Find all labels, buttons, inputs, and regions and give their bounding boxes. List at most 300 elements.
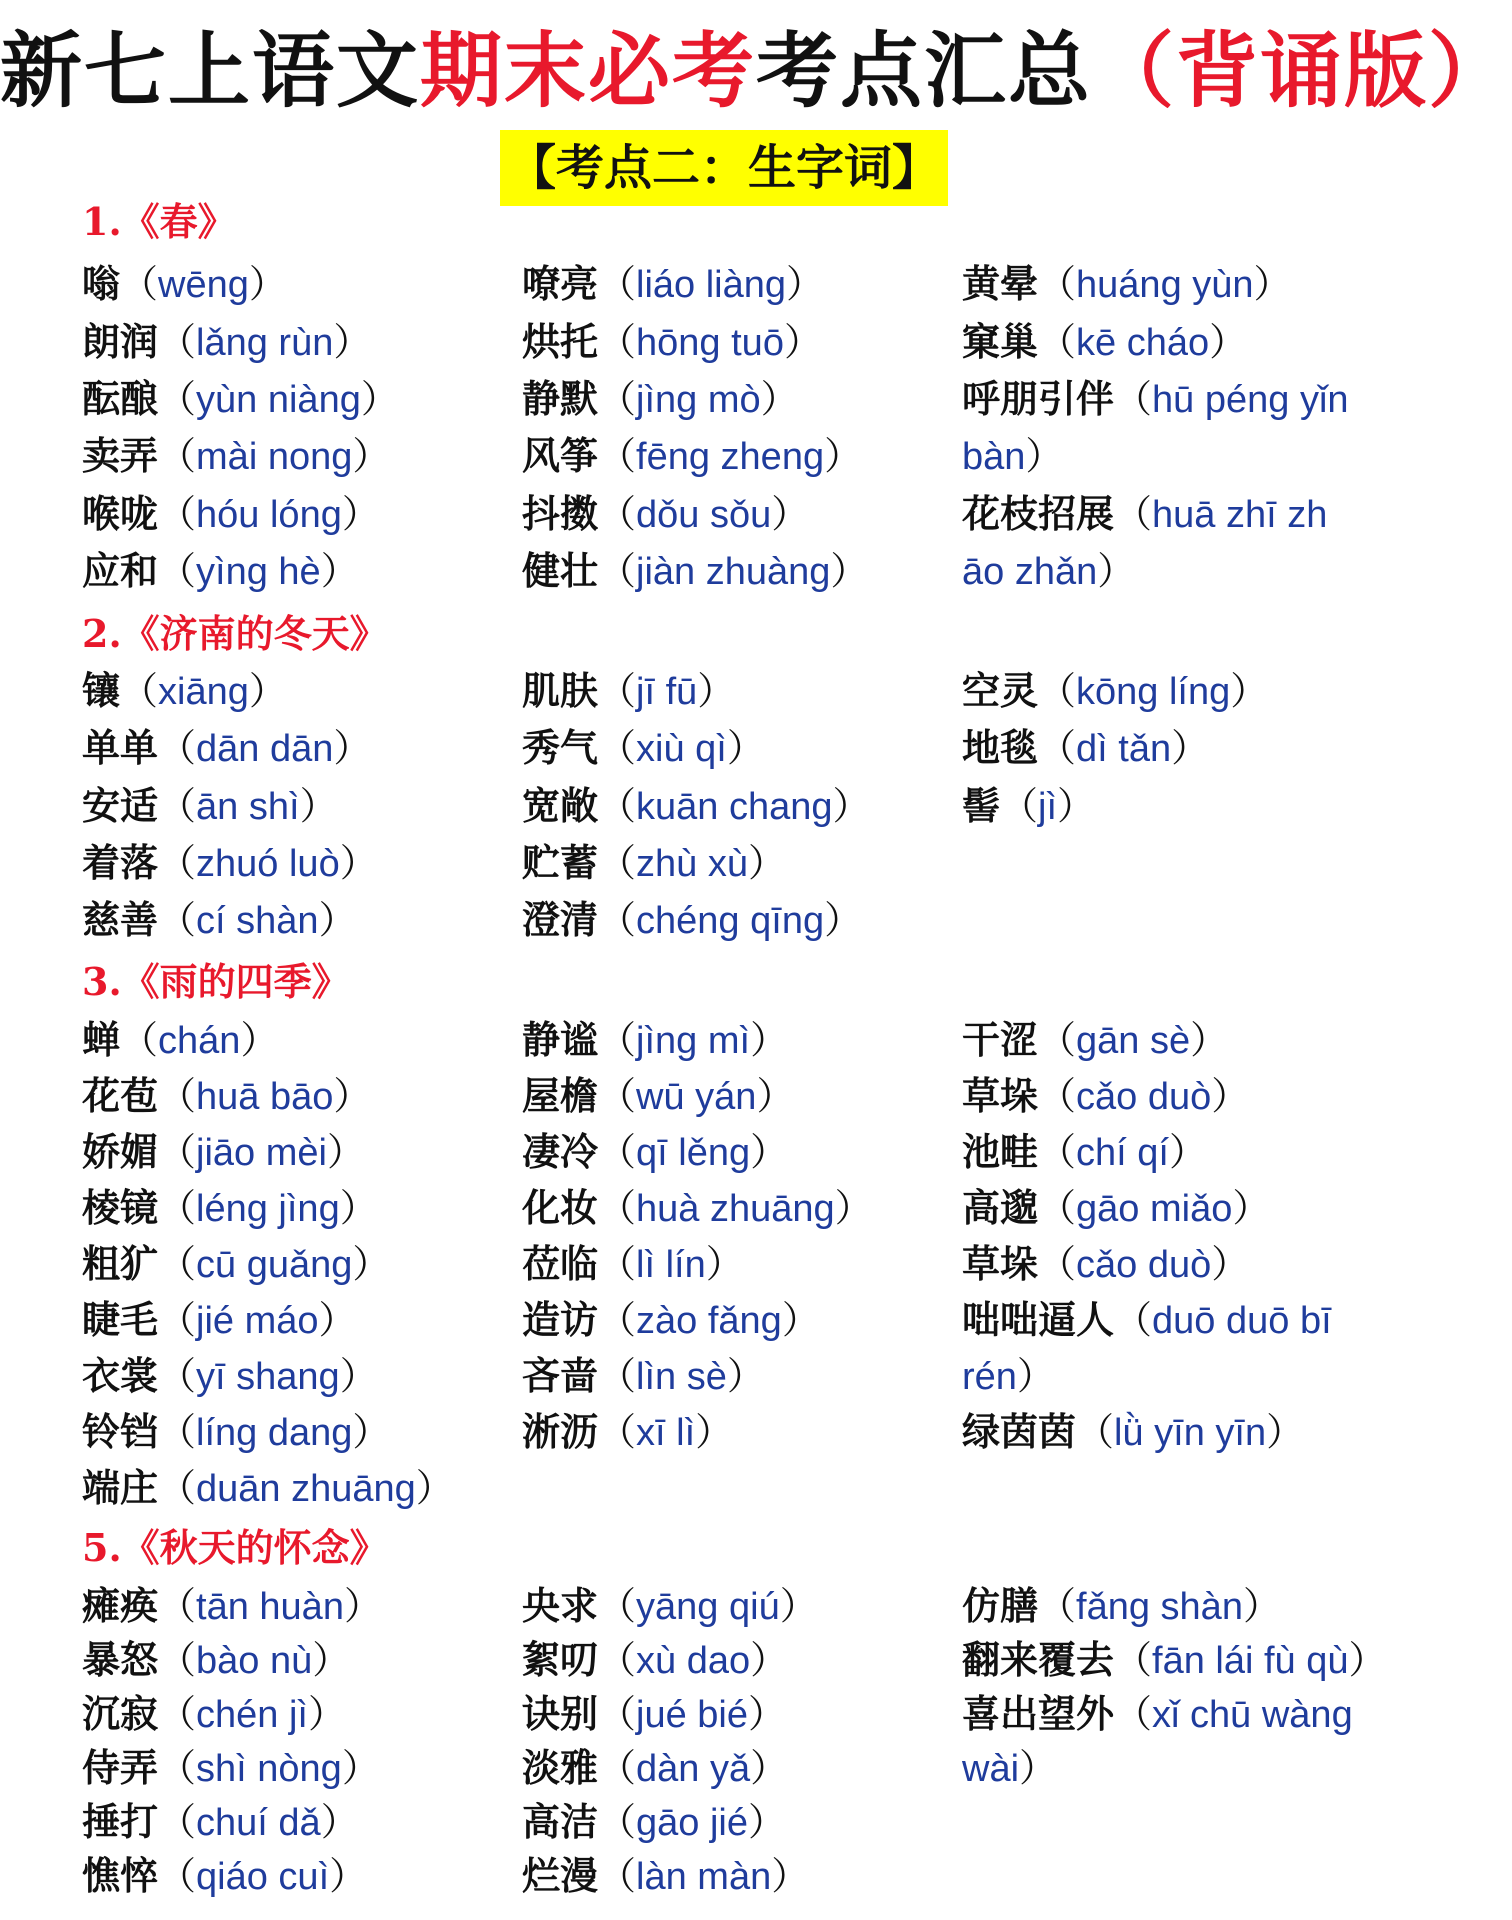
open-paren: （ bbox=[1114, 1638, 1153, 1682]
vocab-pinyin: bàn bbox=[962, 436, 1026, 478]
vocab-word: 暴怒 bbox=[82, 1638, 159, 1682]
title-part-4: （背诵版） bbox=[1092, 24, 1512, 119]
vocab-pinyin: kē cháo bbox=[1076, 322, 1210, 364]
open-paren: （ bbox=[120, 1018, 159, 1062]
vocab-word: 憔悴 bbox=[82, 1854, 159, 1898]
vocab-pinyin-continued bbox=[962, 543, 1135, 600]
close-paren: ） bbox=[750, 1746, 789, 1790]
open-paren: （ bbox=[1038, 1074, 1077, 1118]
vocab-pinyin: qiáo cuì bbox=[196, 1856, 330, 1898]
open-paren: （ bbox=[1000, 784, 1039, 828]
close-paren: ） bbox=[830, 549, 869, 593]
vocab-word: 风筝 bbox=[522, 434, 599, 478]
open-paren: （ bbox=[158, 1584, 197, 1628]
open-paren: （ bbox=[598, 434, 637, 478]
close-paren: ） bbox=[318, 1298, 357, 1342]
open-paren: （ bbox=[158, 1746, 197, 1790]
vocab-pinyin: huà zhuāng bbox=[636, 1188, 835, 1230]
vocab-word: 吝啬 bbox=[522, 1354, 599, 1398]
close-paren: ） bbox=[726, 726, 765, 770]
vocab-word: 造访 bbox=[522, 1298, 599, 1342]
close-paren: ） bbox=[756, 1074, 795, 1118]
vocab-pinyin: duō duō bī bbox=[1152, 1300, 1332, 1342]
vocab-pinyin: yāng qiú bbox=[636, 1586, 780, 1628]
vocab-word: 淅沥 bbox=[522, 1410, 599, 1454]
close-paren: ） bbox=[832, 784, 871, 828]
vocab-entry bbox=[962, 314, 1247, 371]
open-paren: （ bbox=[598, 492, 637, 536]
vocab-pinyin: chán bbox=[158, 1020, 241, 1062]
vocab-word: 草垛 bbox=[962, 1242, 1039, 1286]
close-paren: ） bbox=[333, 320, 372, 364]
open-paren: （ bbox=[158, 1692, 197, 1736]
close-paren: ） bbox=[299, 784, 338, 828]
close-paren: ） bbox=[329, 1854, 368, 1898]
open-paren: （ bbox=[158, 549, 197, 593]
vocab-pinyin: xiù qì bbox=[636, 728, 727, 770]
vocab-pinyin: zào fǎng bbox=[636, 1300, 782, 1342]
vocab-pinyin: hóu lóng bbox=[196, 494, 342, 536]
open-paren: （ bbox=[598, 1746, 637, 1790]
open-paren: （ bbox=[598, 1242, 637, 1286]
close-paren: ） bbox=[748, 841, 787, 885]
open-paren: （ bbox=[1038, 669, 1077, 713]
vocab-entry bbox=[82, 371, 399, 428]
close-paren: ） bbox=[360, 377, 399, 421]
vocab-pinyin: hōng tuō bbox=[636, 322, 784, 364]
close-paren: ） bbox=[320, 1800, 359, 1844]
close-paren: ） bbox=[339, 1354, 378, 1398]
vocab-entry bbox=[522, 1740, 788, 1797]
vocab-pinyin: lìn sè bbox=[636, 1356, 727, 1398]
vocab-entry bbox=[522, 663, 735, 720]
vocab-word: 朗润 bbox=[82, 320, 159, 364]
vocab-word: 嗡 bbox=[82, 262, 121, 306]
vocab-entry bbox=[522, 314, 822, 371]
vocab-pinyin: jié máo bbox=[196, 1300, 319, 1342]
vocab-entry bbox=[962, 371, 1349, 428]
vocab-entry bbox=[522, 1632, 788, 1689]
vocab-word: 酝酿 bbox=[82, 377, 159, 421]
open-paren: （ bbox=[158, 1242, 197, 1286]
vocab-pinyin: fān lái fù qù bbox=[1152, 1640, 1349, 1682]
vocab-pinyin: gān sè bbox=[1076, 1020, 1191, 1062]
close-paren: ） bbox=[786, 262, 825, 306]
close-paren: ） bbox=[308, 1692, 347, 1736]
vocab-word: 池畦 bbox=[962, 1130, 1039, 1174]
title-part-3: 考点汇总 bbox=[756, 24, 1093, 119]
vocab-pinyin: ān shì bbox=[196, 786, 300, 828]
vocab-word: 干涩 bbox=[962, 1018, 1039, 1062]
vocab-pinyin: hū péng yǐn bbox=[1152, 379, 1349, 421]
vocab-entry bbox=[962, 1124, 1207, 1181]
vocab-pinyin: mài nong bbox=[196, 436, 353, 478]
close-paren: ） bbox=[352, 1242, 391, 1286]
section-heading-jinan-winter: 2.《济南的冬天》 bbox=[82, 611, 388, 656]
vocab-pinyin: xiāng bbox=[158, 671, 249, 713]
vocab-pinyin-continued bbox=[962, 1740, 1057, 1797]
vocab-entry bbox=[82, 835, 378, 892]
open-paren: （ bbox=[598, 377, 637, 421]
vocab-entry bbox=[962, 1068, 1249, 1125]
vocab-pinyin: tān huàn bbox=[196, 1586, 344, 1628]
vocab-word: 花苞 bbox=[82, 1074, 159, 1118]
vocab-pinyin: kōng líng bbox=[1076, 671, 1231, 713]
vocab-word: 高洁 bbox=[522, 1800, 599, 1844]
vocab-word: 着落 bbox=[82, 841, 159, 885]
vocab-entry bbox=[82, 1348, 378, 1405]
vocab-word: 仿膳 bbox=[962, 1584, 1039, 1628]
vocab-entry bbox=[82, 1460, 454, 1517]
close-paren: ） bbox=[1171, 726, 1210, 770]
vocab-entry bbox=[962, 1686, 1353, 1743]
close-paren: ） bbox=[1097, 549, 1136, 593]
vocab-entry bbox=[82, 1740, 380, 1797]
close-paren: ） bbox=[1211, 1074, 1250, 1118]
vocab-word: 肌肤 bbox=[522, 669, 599, 713]
vocab-word: 绿茵茵 bbox=[962, 1410, 1077, 1454]
open-paren: （ bbox=[598, 1638, 637, 1682]
vocab-pinyin: duān zhuāng bbox=[196, 1468, 416, 1510]
section-heading-chun: 1.《春》 bbox=[82, 199, 236, 244]
vocab-entry bbox=[522, 892, 862, 949]
open-paren: （ bbox=[158, 1074, 197, 1118]
vocab-word: 抖擞 bbox=[522, 492, 599, 536]
title-part-2: 期末必考 bbox=[420, 24, 757, 119]
close-paren: ） bbox=[697, 669, 736, 713]
vocab-word: 央求 bbox=[522, 1584, 599, 1628]
vocab-word: 呼朋引伴 bbox=[962, 377, 1115, 421]
close-paren: ） bbox=[1016, 1354, 1055, 1398]
close-paren: ） bbox=[339, 1186, 378, 1230]
vocab-entry bbox=[522, 1292, 820, 1349]
close-paren: ） bbox=[1348, 1638, 1387, 1682]
close-paren: ） bbox=[824, 434, 863, 478]
vocab-entry bbox=[522, 1012, 788, 1069]
vocab-entry bbox=[82, 1068, 371, 1125]
close-paren: ） bbox=[748, 1800, 787, 1844]
vocab-entry bbox=[962, 720, 1209, 777]
vocab-word: 镶 bbox=[82, 669, 121, 713]
vocab-entry bbox=[962, 663, 1268, 720]
close-paren: ） bbox=[1232, 1186, 1271, 1230]
open-paren: （ bbox=[1038, 1584, 1077, 1628]
vocab-pinyin: jì bbox=[1038, 786, 1058, 828]
close-paren: ） bbox=[750, 1018, 789, 1062]
vocab-pinyin: wū yán bbox=[636, 1076, 757, 1118]
vocab-pinyin: cū guǎng bbox=[196, 1244, 353, 1286]
vocab-entry bbox=[82, 1012, 278, 1069]
vocab-word: 喜出望外 bbox=[962, 1692, 1115, 1736]
vocab-word: 应和 bbox=[82, 549, 159, 593]
vocab-word: 翻来覆去 bbox=[962, 1638, 1115, 1682]
open-paren: （ bbox=[1076, 1410, 1115, 1454]
vocab-word: 絮叨 bbox=[522, 1638, 599, 1682]
vocab-pinyin: huā zhī zh bbox=[1152, 494, 1328, 536]
vocab-pinyin: lǜ yīn yīn bbox=[1114, 1412, 1267, 1454]
close-paren: ） bbox=[1242, 1584, 1281, 1628]
vocab-entry bbox=[82, 892, 357, 949]
vocab-pinyin: dàn yǎ bbox=[636, 1748, 751, 1790]
vocab-pinyin: dì tǎn bbox=[1076, 728, 1172, 770]
open-paren: （ bbox=[598, 262, 637, 306]
vocab-word: 静谧 bbox=[522, 1018, 599, 1062]
vocab-pinyin: rén bbox=[962, 1356, 1017, 1398]
close-paren: ） bbox=[333, 1074, 372, 1118]
vocab-entry bbox=[962, 778, 1095, 835]
vocab-word: 健壮 bbox=[522, 549, 599, 593]
section-heading-autumn-memory: 5.《秋天的怀念》 bbox=[82, 1525, 388, 1570]
vocab-entry bbox=[82, 720, 371, 777]
vocab-pinyin: huáng yùn bbox=[1076, 264, 1254, 306]
close-paren: ） bbox=[352, 434, 391, 478]
vocab-word: 宽敞 bbox=[522, 784, 599, 828]
close-paren: ） bbox=[771, 1854, 810, 1898]
open-paren: （ bbox=[598, 1018, 637, 1062]
vocab-pinyin: zhuó luò bbox=[196, 843, 340, 885]
vocab-pinyin: wài bbox=[962, 1748, 1020, 1790]
vocab-entry bbox=[962, 1292, 1332, 1349]
vocab-word: 睫毛 bbox=[82, 1298, 159, 1342]
open-paren: （ bbox=[158, 1410, 197, 1454]
open-paren: （ bbox=[1114, 1692, 1153, 1736]
vocab-pinyin: cǎo duò bbox=[1076, 1076, 1212, 1118]
close-paren: ） bbox=[312, 1638, 351, 1682]
vocab-word: 慈善 bbox=[82, 898, 159, 942]
open-paren: （ bbox=[158, 320, 197, 364]
vocab-word: 化妆 bbox=[522, 1186, 599, 1230]
vocab-pinyin: chuí dǎ bbox=[196, 1802, 321, 1844]
close-paren: ） bbox=[343, 1584, 382, 1628]
vocab-word: 澄清 bbox=[522, 898, 599, 942]
close-paren: ） bbox=[248, 262, 287, 306]
vocab-entry bbox=[962, 1578, 1281, 1635]
open-paren: （ bbox=[1038, 726, 1077, 770]
close-paren: ） bbox=[1266, 1410, 1305, 1454]
close-paren: ） bbox=[339, 841, 378, 885]
vocab-word: 秀气 bbox=[522, 726, 599, 770]
close-paren: ） bbox=[1190, 1018, 1229, 1062]
vocab-word: 棱镜 bbox=[82, 1186, 159, 1230]
open-paren: （ bbox=[158, 377, 197, 421]
open-paren: （ bbox=[1114, 492, 1153, 536]
vocab-entry bbox=[82, 543, 359, 600]
vocab-pinyin: jī fū bbox=[636, 671, 698, 713]
vocab-pinyin: bào nù bbox=[196, 1640, 313, 1682]
open-paren: （ bbox=[598, 898, 637, 942]
vocab-word: 地毯 bbox=[962, 726, 1039, 770]
vocab-word: 铃铛 bbox=[82, 1410, 159, 1454]
vocab-entry bbox=[82, 1124, 365, 1181]
open-paren: （ bbox=[598, 1854, 637, 1898]
vocab-entry bbox=[522, 1404, 733, 1461]
open-paren: （ bbox=[598, 841, 637, 885]
open-paren: （ bbox=[120, 669, 159, 713]
open-paren: （ bbox=[158, 1638, 197, 1682]
vocab-pinyin: jiàn zhuàng bbox=[636, 551, 831, 593]
close-paren: ） bbox=[783, 320, 822, 364]
close-paren: ） bbox=[341, 492, 380, 536]
open-paren: （ bbox=[158, 1186, 197, 1230]
vocab-pinyin: chí qí bbox=[1076, 1132, 1169, 1174]
vocab-entry bbox=[82, 486, 380, 543]
vocab-entry bbox=[522, 1348, 765, 1405]
close-paren: ） bbox=[415, 1466, 454, 1510]
vocab-word: 卖弄 bbox=[82, 434, 159, 478]
close-paren: ） bbox=[248, 669, 287, 713]
vocab-entry bbox=[522, 371, 799, 428]
vocab-pinyin: xù dao bbox=[636, 1640, 751, 1682]
vocab-word: 窠巢 bbox=[962, 320, 1039, 364]
vocab-entry bbox=[522, 1180, 873, 1237]
close-paren: ） bbox=[1019, 1746, 1058, 1790]
open-paren: （ bbox=[598, 784, 637, 828]
vocab-entry bbox=[82, 1236, 390, 1293]
vocab-entry bbox=[962, 1012, 1228, 1069]
vocab-entry bbox=[522, 835, 786, 892]
open-paren: （ bbox=[598, 1692, 637, 1736]
close-paren: ） bbox=[1168, 1130, 1207, 1174]
vocab-pinyin: yī shang bbox=[196, 1356, 340, 1398]
close-paren: ） bbox=[781, 1298, 820, 1342]
vocab-entry bbox=[82, 1578, 382, 1635]
close-paren: ） bbox=[705, 1242, 744, 1286]
vocab-word: 凄冷 bbox=[522, 1130, 599, 1174]
vocab-word: 端庄 bbox=[82, 1466, 159, 1510]
subtitle-banner: 【考点二：生字词】 bbox=[500, 130, 948, 206]
open-paren: （ bbox=[1038, 1130, 1077, 1174]
vocab-entry bbox=[962, 1180, 1270, 1237]
vocab-entry bbox=[522, 778, 871, 835]
open-paren: （ bbox=[158, 1354, 197, 1398]
open-paren: （ bbox=[1038, 1018, 1077, 1062]
vocab-word: 侍弄 bbox=[82, 1746, 159, 1790]
open-paren: （ bbox=[598, 1800, 637, 1844]
vocab-word: 嘹亮 bbox=[522, 262, 599, 306]
open-paren: （ bbox=[158, 784, 197, 828]
vocab-word: 衣裳 bbox=[82, 1354, 159, 1398]
vocab-word: 捶打 bbox=[82, 1800, 159, 1844]
vocab-word: 蝉 bbox=[82, 1018, 121, 1062]
vocab-pinyin: làn màn bbox=[636, 1856, 772, 1898]
vocab-entry bbox=[522, 256, 824, 313]
vocab-pinyin: kuān chang bbox=[636, 786, 833, 828]
vocab-entry bbox=[522, 543, 868, 600]
vocab-entry bbox=[82, 428, 390, 485]
close-paren: ） bbox=[352, 1410, 391, 1454]
vocab-entry bbox=[962, 1632, 1387, 1689]
vocab-entry bbox=[962, 486, 1327, 543]
vocab-pinyin: líng dang bbox=[196, 1412, 353, 1454]
open-paren: （ bbox=[158, 434, 197, 478]
vocab-word: 瘫痪 bbox=[82, 1584, 159, 1628]
vocab-pinyin: fēng zheng bbox=[636, 436, 825, 478]
open-paren: （ bbox=[598, 1354, 637, 1398]
vocab-pinyin: zhù xù bbox=[636, 843, 748, 885]
vocab-entry bbox=[82, 778, 338, 835]
vocab-entry bbox=[82, 1180, 378, 1237]
vocab-word: 咄咄逼人 bbox=[962, 1298, 1115, 1342]
close-paren: ） bbox=[824, 898, 863, 942]
vocab-word: 髻 bbox=[962, 784, 1001, 828]
vocab-pinyin: jìng mò bbox=[636, 379, 761, 421]
vocab-pinyin: fǎng shàn bbox=[1076, 1586, 1243, 1628]
open-paren: （ bbox=[1038, 1186, 1077, 1230]
open-paren: （ bbox=[598, 726, 637, 770]
vocab-entry bbox=[522, 1794, 786, 1851]
vocab-pinyin: dān dān bbox=[196, 728, 334, 770]
vocab-pinyin: lì lín bbox=[636, 1244, 706, 1286]
close-paren: ） bbox=[1209, 320, 1248, 364]
vocab-pinyin: liáo liàng bbox=[636, 264, 787, 306]
vocab-word: 淡雅 bbox=[522, 1746, 599, 1790]
vocab-word: 贮蓄 bbox=[522, 841, 599, 885]
vocab-entry bbox=[962, 256, 1292, 313]
open-paren: （ bbox=[1038, 320, 1077, 364]
close-paren: ） bbox=[333, 726, 372, 770]
close-paren: ） bbox=[695, 1410, 734, 1454]
vocab-entry bbox=[82, 1404, 390, 1461]
open-paren: （ bbox=[1038, 1242, 1077, 1286]
open-paren: （ bbox=[158, 1298, 197, 1342]
vocab-entry bbox=[522, 1236, 744, 1293]
open-paren: （ bbox=[158, 1130, 197, 1174]
vocab-pinyin: yùn niàng bbox=[196, 379, 361, 421]
open-paren: （ bbox=[158, 726, 197, 770]
vocab-pinyin: wēng bbox=[158, 264, 249, 306]
close-paren: ） bbox=[1253, 262, 1292, 306]
vocab-pinyin: huā bāo bbox=[196, 1076, 334, 1118]
vocab-pinyin: cí shàn bbox=[196, 900, 319, 942]
close-paren: ） bbox=[1211, 1242, 1250, 1286]
open-paren: （ bbox=[598, 1074, 637, 1118]
vocab-entry bbox=[522, 720, 765, 777]
open-paren: （ bbox=[1114, 1298, 1153, 1342]
vocab-word: 草垛 bbox=[962, 1074, 1039, 1118]
vocab-pinyin: xī lì bbox=[636, 1412, 696, 1454]
vocab-word: 静默 bbox=[522, 377, 599, 421]
vocab-entry bbox=[962, 1236, 1249, 1293]
open-paren: （ bbox=[598, 549, 637, 593]
vocab-pinyin: chéng qīng bbox=[636, 900, 825, 942]
open-paren: （ bbox=[598, 1298, 637, 1342]
vocab-entry bbox=[82, 1848, 367, 1905]
vocab-entry bbox=[82, 314, 371, 371]
open-paren: （ bbox=[598, 1186, 637, 1230]
vocab-entry bbox=[82, 256, 287, 313]
vocab-word: 单单 bbox=[82, 726, 159, 770]
close-paren: ） bbox=[726, 1354, 765, 1398]
close-paren: ） bbox=[318, 898, 357, 942]
vocab-word: 粗犷 bbox=[82, 1242, 159, 1286]
open-paren: （ bbox=[598, 320, 637, 364]
vocab-entry bbox=[962, 1404, 1304, 1461]
vocab-entry bbox=[522, 428, 862, 485]
close-paren: ） bbox=[834, 1186, 873, 1230]
vocab-word: 喉咙 bbox=[82, 492, 159, 536]
vocab-pinyin-continued bbox=[962, 1348, 1055, 1405]
open-paren: （ bbox=[158, 841, 197, 885]
vocab-word: 安适 bbox=[82, 784, 159, 828]
vocab-entry bbox=[82, 1632, 350, 1689]
open-paren: （ bbox=[158, 492, 197, 536]
open-paren: （ bbox=[158, 1854, 197, 1898]
vocab-entry bbox=[82, 1686, 346, 1743]
open-paren: （ bbox=[598, 1130, 637, 1174]
vocab-pinyin: lǎng rùn bbox=[196, 322, 334, 364]
vocab-pinyin: dǒu sǒu bbox=[636, 494, 772, 536]
vocab-pinyin: qī lěng bbox=[636, 1132, 751, 1174]
